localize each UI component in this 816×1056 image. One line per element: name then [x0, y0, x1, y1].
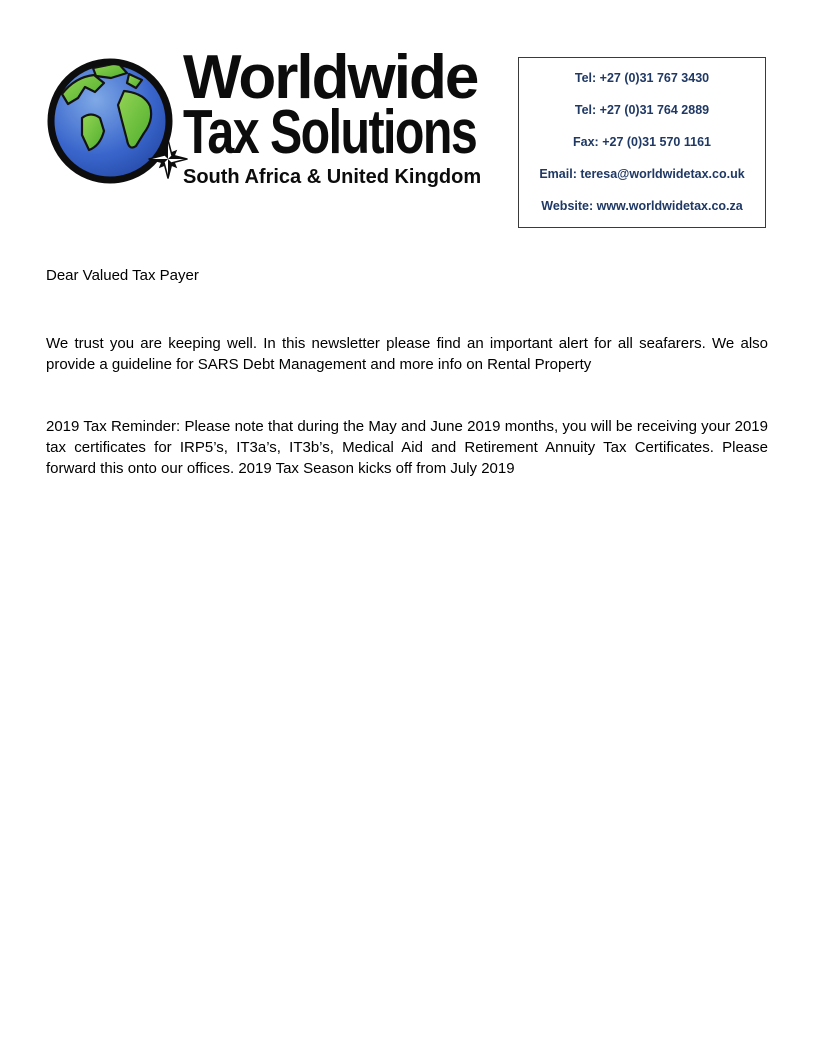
contact-tel-2: Tel: +27 (0)31 764 2889	[574, 103, 710, 117]
company-wordmark	[183, 43, 513, 189]
company-name-line1: Worldwide	[183, 43, 478, 112]
contact-fax: Fax: +27 (0)31 570 1161	[573, 135, 711, 149]
contact-email: Email: teresa@worldwidetax.co.uk	[539, 167, 745, 181]
paragraph-tax-reminder: 2019 Tax Reminder: Please note that during the May and June 2019 months, you will be receiving your 2019 tax certificates for IRP5’s, IT3a’s, IT3b’s, Medical Aid and Retirement Annuity Tax Certificates. Please forward this onto our offices. 2019 Tax Season kicks off from July 2019	[46, 418, 768, 477]
letter-body	[46, 265, 768, 479]
salutation: Dear Valued Tax Payer	[46, 267, 199, 284]
contact-tel-1: Tel: +27 (0)31 767 3430	[574, 71, 710, 85]
contact-box	[518, 57, 766, 228]
globe-compass-icon	[45, 53, 193, 195]
company-name-line2: Tax Solutions	[183, 98, 477, 167]
paragraph-intro: We trust you are keeping well. In this newsletter please find an important alert for all seafarers. We also provide a guideline for SARS Debt Management and more info on Rental Property	[46, 335, 768, 373]
company-tagline: South Africa & United Kingdom	[183, 166, 482, 188]
contact-website: Website: www.worldwidetax.co.za	[541, 199, 743, 213]
